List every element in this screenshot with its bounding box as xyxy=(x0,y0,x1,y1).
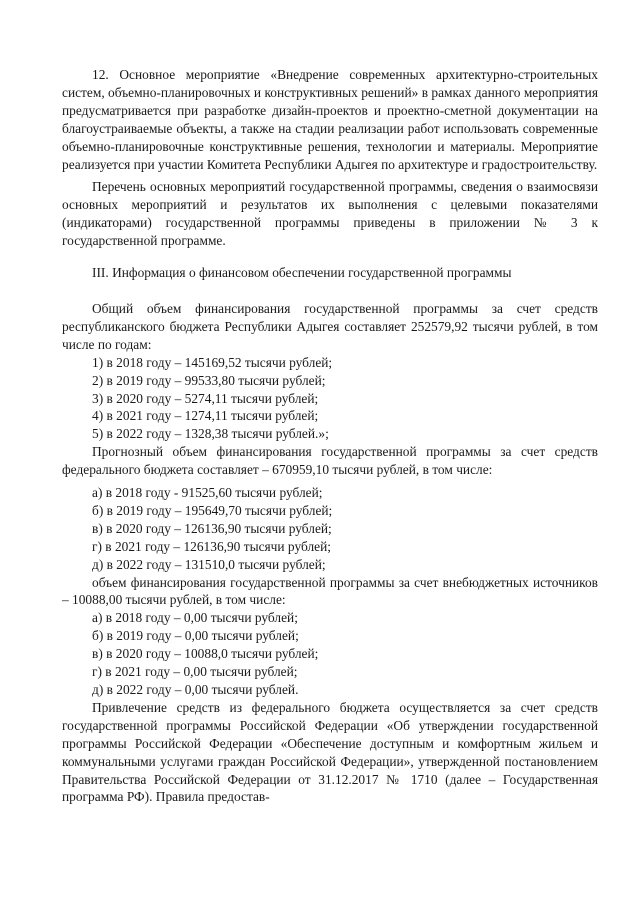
list-item: 2) в 2019 году – 99533,80 тысячи рублей; xyxy=(92,372,326,388)
regional-budget-list xyxy=(62,354,598,444)
extrabudget-list xyxy=(62,609,598,699)
list-item: а) в 2018 году – 0,00 тысячи рублей; xyxy=(92,610,298,626)
paragraph-measures-list: Перечень основных мероприятий государственной программы, сведения о взаимосвязи основных мероприятий и результатов их выполнения с целевыми показателями (индикаторами) государственной программы приведены в приложении № 3 к государственной программе. xyxy=(62,179,598,249)
list-item: б) в 2019 году – 0,00 тысячи рублей; xyxy=(92,628,299,644)
federal-budget-list xyxy=(62,484,598,574)
document-page xyxy=(62,66,598,806)
list-item: 4) в 2021 году – 1274,11 тысячи рублей; xyxy=(92,408,319,424)
list-item: г) в 2021 году – 126136,90 тысячи рублей; xyxy=(92,538,331,554)
regional-budget-intro: Общий объем финансирования государственной программы за счет средств республиканского бюджета Республики Адыгея составляет 252579,92 тысячи рублей, в том числе по годам: xyxy=(62,300,598,352)
list-item: д) в 2022 году – 131510,0 тысячи рублей; xyxy=(92,556,326,572)
federal-budget-intro: Прогнозный объем финансирования государственной программы за счет средств федерального бюджета составляет – 670959,10 тысячи рублей, в том числе: xyxy=(62,444,598,478)
closing-paragraph: Привлечение средств из федерального бюджета осуществляется за счет средств государственной программы Российской Федерации «Об утверждении государственной программы Российской Федерации «Обеспечение доступным и комфортным жильем и коммунальными услугами граждан Российской Федерации», утвержденной постановлением Правительства Российской Федерации от 31.12.2017 № 1710 (далее – Государственная программа РФ). Правила предостав- xyxy=(62,699,598,805)
list-item: в) в 2020 году – 10088,0 тысячи рублей; xyxy=(92,646,319,662)
list-item: 1) в 2018 году – 145169,52 тысячи рублей; xyxy=(92,354,333,370)
list-item: а) в 2018 году - 91525,60 тысячи рублей; xyxy=(92,485,323,501)
list-item: д) в 2022 году – 0,00 тысячи рублей. xyxy=(92,682,299,697)
paragraph-main-measure-12: 12. Основное мероприятие «Внедрение современных архитектурно-строительных систем, объемно-планировочных и конструктивных решений» в рамках данного мероприятия предусматривается при разработке дизайн-проектов и проектно-сметной документации на благоустраиваемые объекты, а также на стадии реализации работ использовать современные объемно-планировочные конструктивные решения, технологии и материалы. Мероприятие реализуется при участии Комитета Республики Адыгея по архитектуре и градостроительству. xyxy=(62,67,598,172)
list-item: в) в 2020 году – 126136,90 тысячи рублей; xyxy=(92,520,332,536)
list-item: г) в 2021 году – 0,00 тысячи рублей; xyxy=(92,664,298,680)
list-item: 3) в 2020 году – 5274,11 тысячи рублей; xyxy=(92,390,319,406)
section-heading: III. Информация о финансовом обеспечении государственной программы xyxy=(92,265,512,281)
list-item: б) в 2019 году – 195649,70 тысячи рублей; xyxy=(92,502,333,518)
extrabudget-intro: объем финансирования государственной программы за счет внебюджетных источников – 10088,00 тысячи рублей, в том числе: xyxy=(62,574,598,608)
list-item: 5) в 2022 году – 1328,38 тысячи рублей.»; xyxy=(92,426,329,442)
